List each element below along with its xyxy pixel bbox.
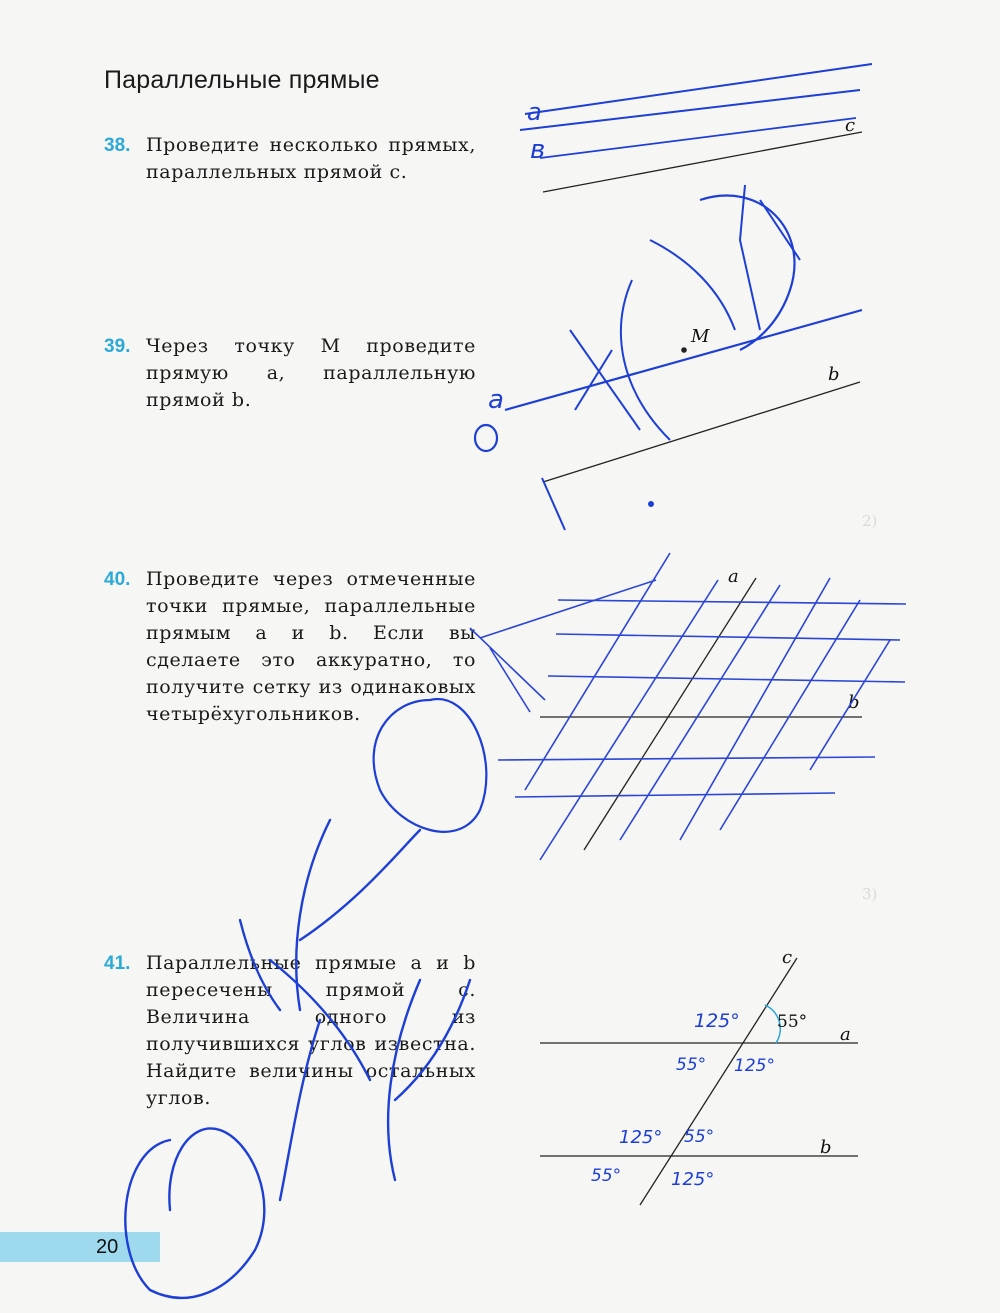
line-b bbox=[543, 382, 860, 482]
show-through-text: 2) bbox=[862, 512, 878, 530]
section-title: Параллельные прямые bbox=[104, 66, 380, 94]
angle-value: 125° bbox=[671, 1169, 715, 1190]
figure-39 bbox=[475, 280, 862, 530]
task-text: Через точку M проведите прямую a, параллельную прямой b. bbox=[146, 335, 476, 411]
angle-value: 55° bbox=[684, 1127, 715, 1147]
task-number: 39. bbox=[104, 336, 131, 357]
label-a: a bbox=[728, 566, 739, 587]
handwritten-scribble bbox=[650, 240, 735, 330]
given-angle: 55° bbox=[777, 1012, 808, 1032]
handwritten-circle bbox=[475, 425, 497, 451]
handwritten-grid bbox=[470, 553, 906, 860]
figure-38 bbox=[520, 64, 872, 350]
angle-value: 125° bbox=[734, 1056, 775, 1076]
handwritten-scribbles bbox=[125, 820, 470, 1298]
handwritten-line bbox=[525, 64, 872, 114]
task-number: 38. bbox=[104, 135, 131, 156]
task-number: 40. bbox=[104, 569, 131, 590]
handwritten-line bbox=[540, 118, 856, 158]
line-c bbox=[640, 958, 797, 1205]
handwritten-scribble bbox=[740, 185, 760, 330]
label-c: c bbox=[782, 947, 793, 968]
handwritten-scribble bbox=[575, 350, 612, 410]
label-b: b bbox=[848, 692, 860, 713]
handwritten-line-a bbox=[505, 310, 862, 410]
label-b: b bbox=[828, 364, 840, 385]
angle-value: 55° bbox=[591, 1166, 622, 1186]
label-a: a bbox=[840, 1024, 851, 1045]
handwritten-label-a: a bbox=[527, 98, 542, 126]
page-number: 20 bbox=[96, 1236, 119, 1258]
figure-41 bbox=[540, 947, 858, 1205]
handwritten-loop bbox=[374, 699, 487, 832]
handwritten-line bbox=[542, 478, 565, 530]
angle-value: 125° bbox=[694, 1010, 740, 1032]
show-through-text: 3) bbox=[862, 885, 878, 903]
point-m bbox=[681, 347, 687, 353]
task-text: Параллельные прямые a и b пересечены прямой c. Величина одного из получившихся углов известна. Найдите величины остальных углов. bbox=[146, 952, 476, 1109]
task-number: 41. bbox=[104, 953, 131, 974]
label-c: c bbox=[845, 115, 856, 136]
task-text: Проведите через отмеченные точки прямые, параллельные прямым a и b. Если вы сделаете это аккуратно, то получите сетку из одинаковых четырёхугольников. bbox=[146, 568, 476, 725]
angle-value: 125° bbox=[619, 1127, 663, 1148]
task-text: Проведите несколько прямых, параллельных прямой c. bbox=[146, 134, 476, 183]
handwritten-label-a: a bbox=[488, 385, 504, 415]
angle-value: 55° bbox=[676, 1055, 707, 1075]
label-b: b bbox=[820, 1137, 832, 1158]
handwritten-dot bbox=[648, 501, 654, 507]
handwritten-label-b: в bbox=[530, 135, 546, 165]
line-c bbox=[543, 132, 862, 192]
figure-40 bbox=[374, 553, 906, 860]
handwritten-scribble bbox=[760, 200, 800, 260]
line-a bbox=[584, 578, 756, 850]
label-m: M bbox=[691, 326, 710, 347]
handwritten-scribble bbox=[621, 280, 670, 440]
